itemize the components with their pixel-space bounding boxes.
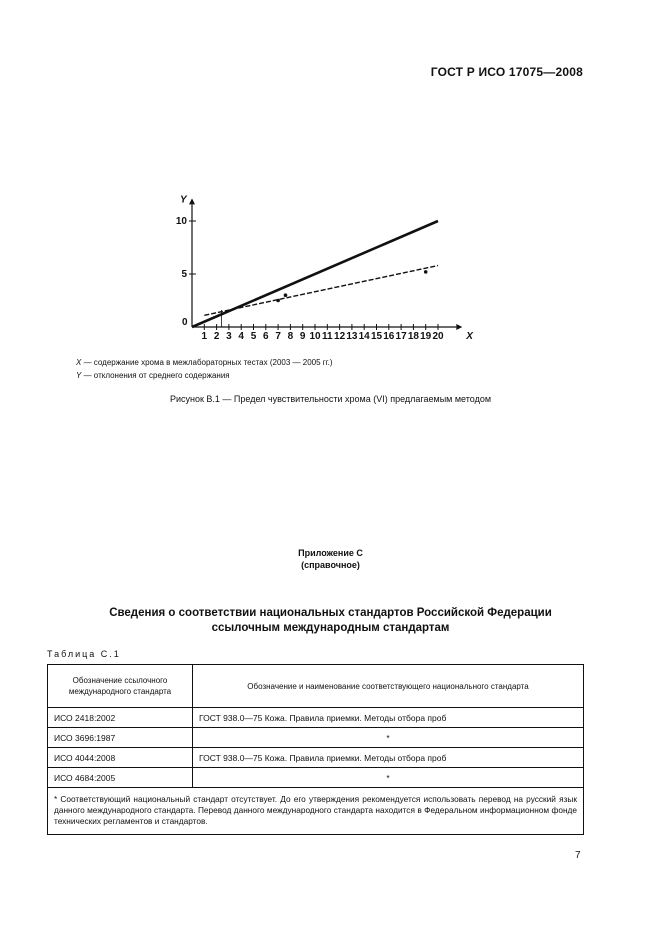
- national-standard-cell: *: [193, 768, 584, 788]
- x-tick-label: 10: [309, 331, 321, 342]
- national-standard-cell: *: [193, 728, 584, 748]
- x-tick-label: 11: [322, 331, 333, 342]
- figure-caption: Рисунок В.1 — Предел чувствительности хрома (VI) предлагаемым методом: [169, 394, 492, 404]
- appendix-title: Приложение С: [298, 548, 363, 558]
- limit-line: [192, 221, 438, 327]
- section-title-line: Сведения о соответствии национальных стандартов Российской Федерации: [109, 607, 552, 619]
- column-header-national: Обозначение и наименование соответствующего национального стандарта: [193, 665, 584, 708]
- appendix-subtitle: (справочное): [301, 560, 360, 570]
- page-number: 7: [575, 850, 581, 861]
- appendix-heading: [0, 547, 661, 571]
- x-axis-label: X: [466, 331, 473, 342]
- y-tick-label: 10: [175, 216, 187, 227]
- x-tick-label: 3: [226, 331, 232, 342]
- x-tick-label: 9: [299, 331, 306, 342]
- y-axis-arrow: [189, 198, 195, 204]
- table-label: Таблица С.1: [47, 649, 121, 659]
- correspondence-table: [47, 664, 584, 835]
- x-tick-label: 2: [213, 331, 220, 342]
- x-tick-label: 4: [238, 331, 244, 342]
- y-tick-label: 5: [181, 269, 187, 280]
- document-header: ГОСТ Р ИСО 17075—2008: [430, 65, 583, 79]
- x-tick-label: 7: [275, 331, 281, 342]
- table-row: [48, 768, 584, 788]
- intl-standard-cell: ИСО 4684:2005: [48, 768, 193, 788]
- table-row: [48, 708, 584, 728]
- x-tick-label: 17: [395, 331, 407, 342]
- national-standard-cell: ГОСТ 938.0—75 Кожа. Правила приемки. Методы отбора проб: [193, 708, 584, 728]
- table-footnote: * Соответствующий национальный стандарт отсутствует. До его утверждения рекомендуется использовать перевод на русский язык данного международного стандарта. Перевод данного международного стандарта находится в Федеральном информационном фонде технических регламентов и стандартов.: [48, 788, 584, 835]
- column-header-intl: Обозначение ссылочного международного стандарта: [48, 665, 193, 708]
- origin-label: 0: [182, 317, 188, 328]
- intl-standard-cell: ИСО 2418:2002: [48, 708, 193, 728]
- intl-standard-cell: ИСО 4044:2008: [48, 748, 193, 768]
- x-tick-label: 16: [383, 331, 395, 342]
- fit-line: [204, 266, 438, 316]
- y-axis-label: Y: [180, 194, 187, 206]
- national-standard-cell: ГОСТ 938.0—75 Кожа. Правила приемки. Методы отбора проб: [193, 748, 584, 768]
- legend-text: — содержание хрома в межлабораторных тестах (2003 — 2005 гг.): [81, 358, 333, 367]
- legend-item-x: [76, 356, 333, 369]
- table-row: [48, 748, 584, 768]
- x-tick-label: 19: [420, 331, 432, 342]
- section-title-line: ссылочным международным стандартам: [211, 622, 450, 634]
- chart-legend: [76, 356, 333, 382]
- table-header-row: [48, 665, 584, 708]
- x-tick-label: 8: [287, 331, 294, 342]
- x-tick-label: 13: [346, 331, 358, 342]
- x-tick-label: 20: [432, 331, 444, 342]
- table-footnote-row: [48, 788, 584, 835]
- x-tick-label: 14: [358, 331, 370, 342]
- data-point: [424, 270, 428, 274]
- section-title: [0, 606, 661, 636]
- x-tick-label: 12: [334, 331, 346, 342]
- x-tick-label: 6: [263, 331, 269, 342]
- sensitivity-chart: [170, 88, 473, 350]
- data-point: [276, 299, 280, 303]
- x-axis-arrow: [456, 324, 462, 330]
- legend-item-y: [76, 369, 333, 382]
- intl-standard-cell: ИСО 3696:1987: [48, 728, 193, 748]
- x-tick-label: 1: [201, 331, 208, 342]
- x-tick-label: 5: [250, 331, 257, 342]
- data-point: [284, 293, 288, 297]
- x-tick-label: 15: [370, 331, 383, 342]
- legend-var: X: [76, 358, 82, 367]
- x-tick-label: 18: [407, 331, 419, 342]
- legend-text: — отклонения от среднего содержания: [81, 371, 230, 380]
- table-row: [48, 728, 584, 748]
- legend-var: Y: [76, 371, 82, 380]
